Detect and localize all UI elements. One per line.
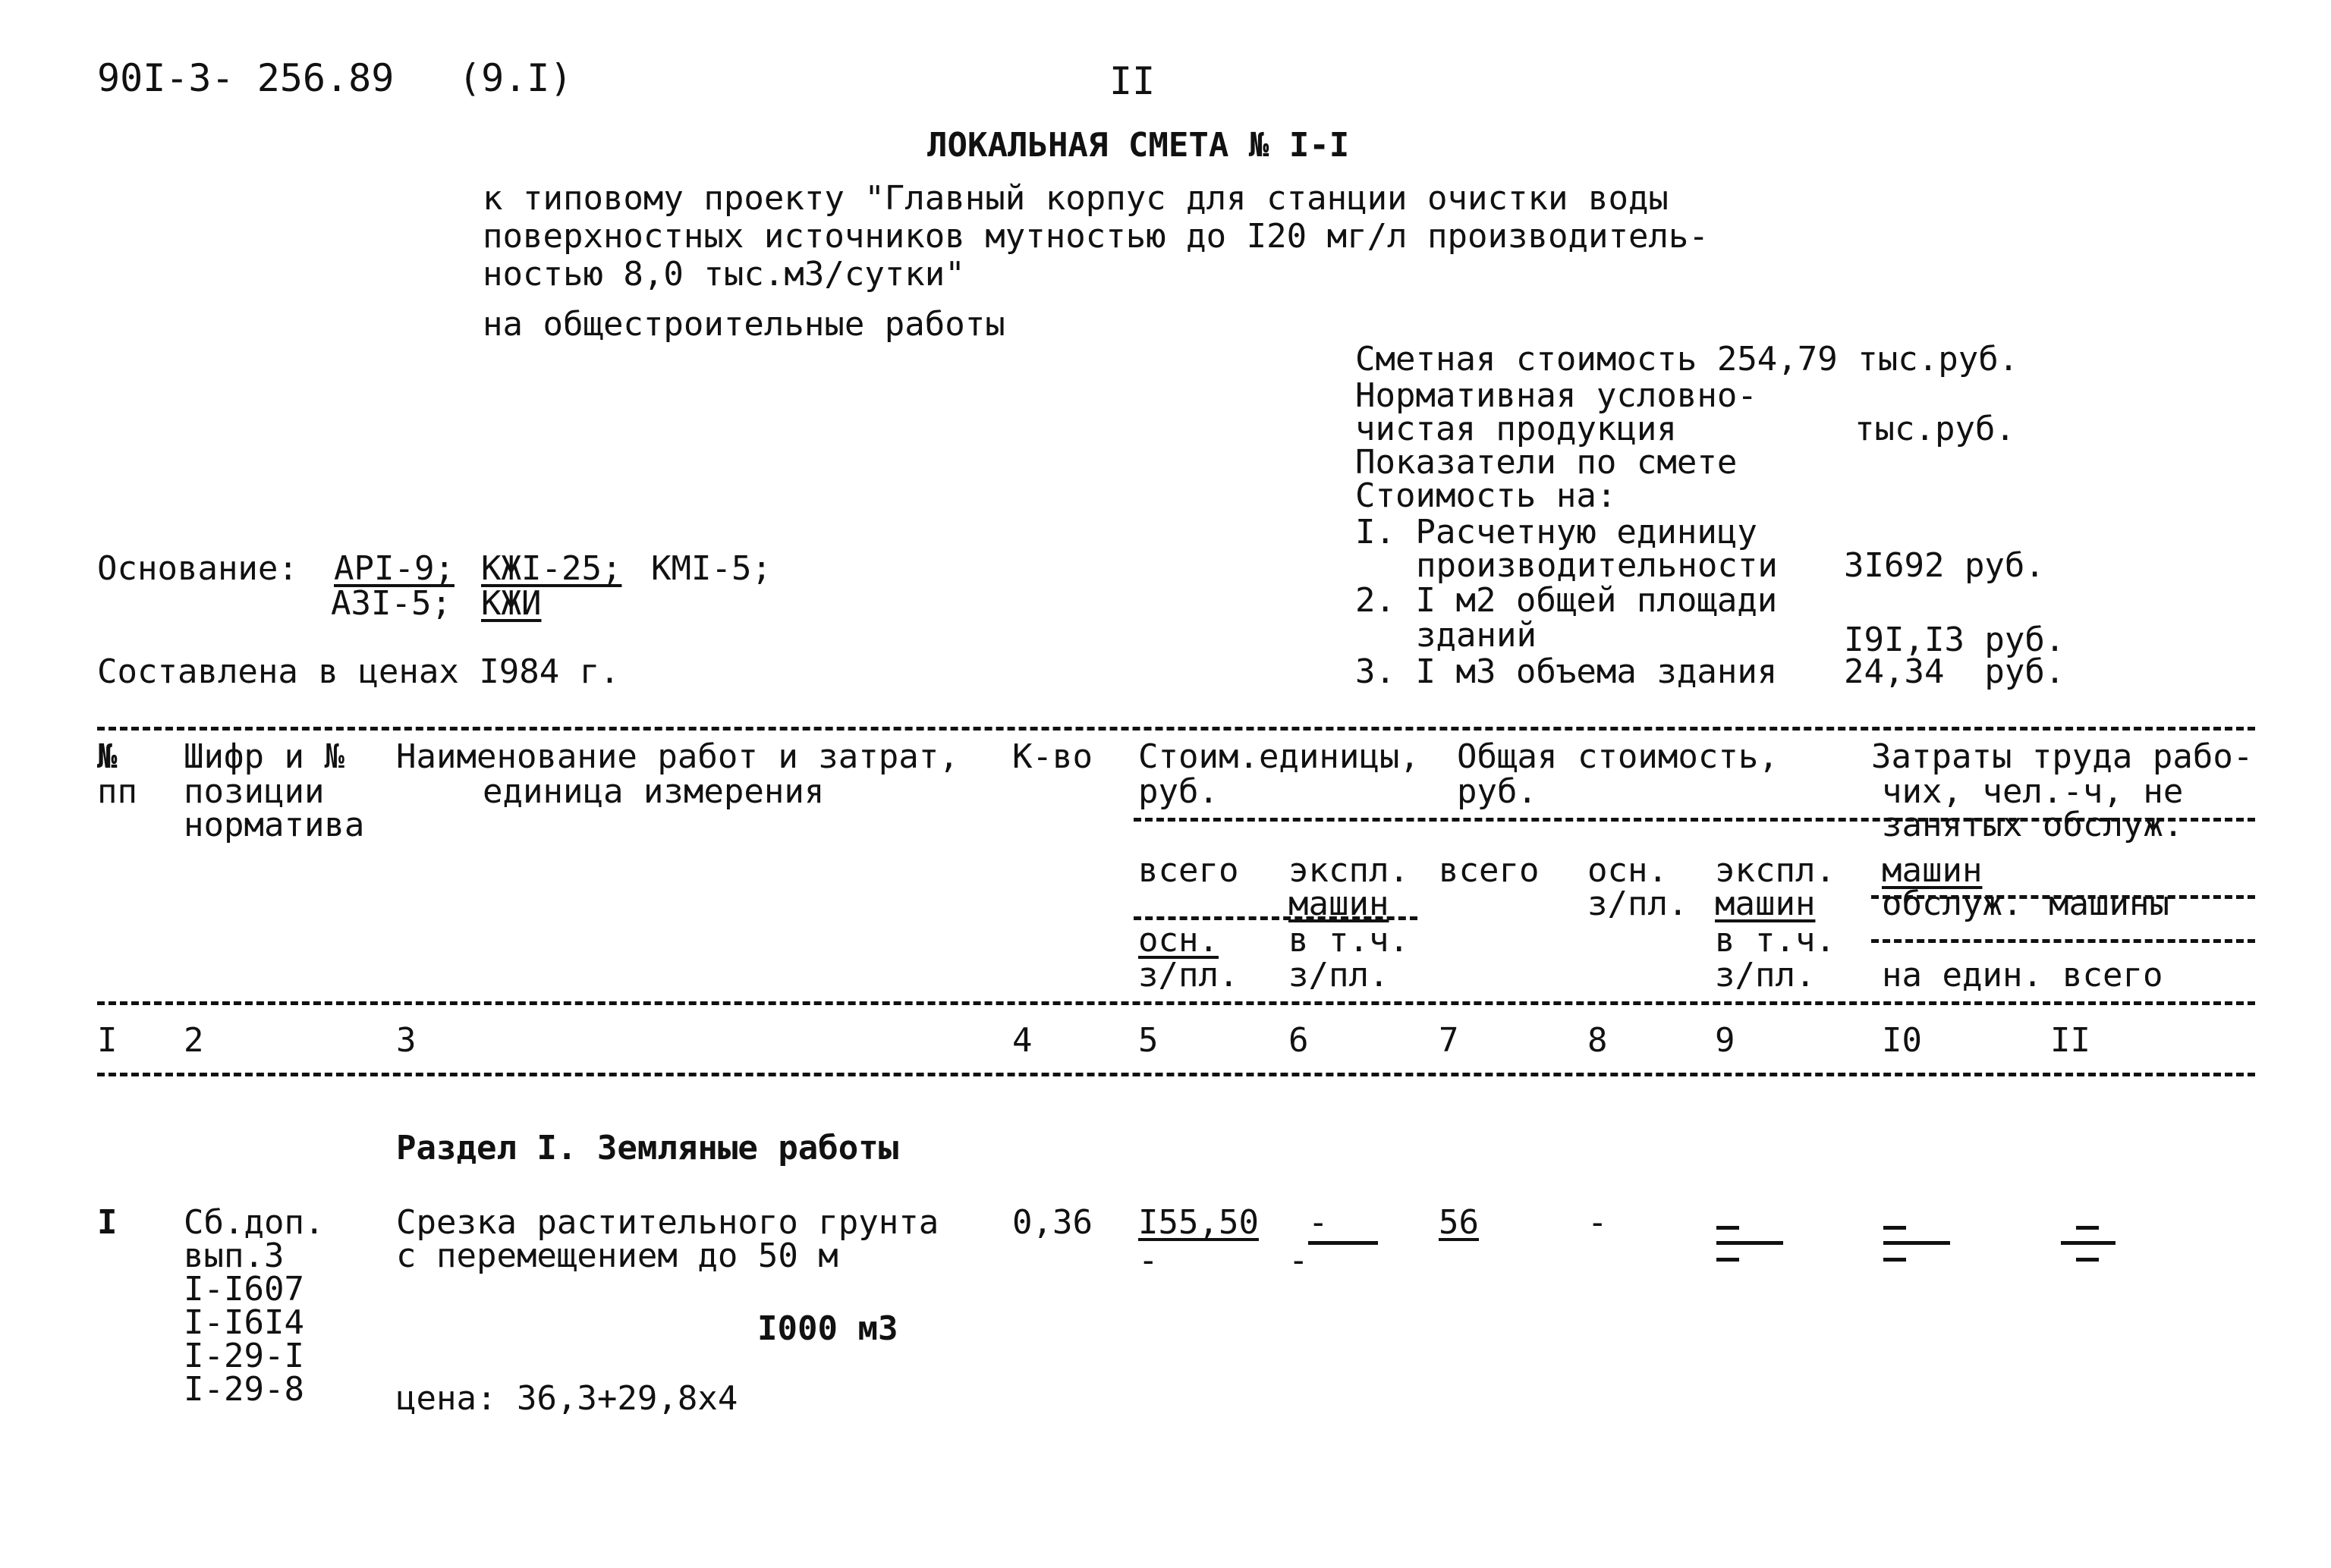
subheader-unit-total: всего (1138, 851, 1239, 890)
row-unit-machine-op: - (1308, 1203, 1329, 1242)
subheader-total-machine-op: экспл. (1715, 851, 1836, 890)
col-header-num-b: пп (97, 772, 137, 811)
basis-ref-5: КЖИ (481, 584, 542, 623)
subheader-unit-machines: машин (1288, 885, 1389, 923)
table-top-rule (97, 727, 2255, 731)
col-header-num: № (97, 737, 118, 776)
normative-output-label-1: Нормативная условно- (1355, 376, 1757, 415)
column-number-5: 5 (1138, 1021, 1159, 1060)
subheader-labour-service: обслуж. (1882, 885, 2023, 923)
subheader-total-base: осн. (1587, 851, 1668, 890)
subheader-labour-machines: машины (2049, 885, 2169, 923)
subheader-labour-per-unit: на един. (1882, 956, 2043, 995)
row-code-5: I-29-I (184, 1337, 304, 1375)
col11-rule (2061, 1241, 2116, 1245)
title-line-2: поверхностных источников мутностью до I20 мг/л производитель- (483, 217, 1709, 256)
title-line-3: ностью 8,0 тыс.м3/сутки" (483, 255, 965, 294)
col-header-labour-d: машин (1882, 851, 1983, 890)
subheader-unit-incl: в т.ч. (1288, 921, 1409, 960)
column-number-10: I0 (1882, 1021, 1922, 1060)
col10-dash-bottom (1883, 1258, 1906, 1262)
row-unit-cost-wage: - (1138, 1241, 1159, 1280)
row-code-3: I-I607 (184, 1270, 304, 1309)
column-number-6: 6 (1288, 1021, 1309, 1060)
col-header-total-cost-b: руб. (1457, 772, 1537, 811)
subheader-unit-base-wage-b: з/пл. (1138, 956, 1239, 995)
basis-ref-4: АЗI-5; (331, 584, 451, 623)
column-number-7: 7 (1439, 1021, 1459, 1060)
col-header-code-c: норматива (184, 806, 365, 844)
column-numbers-bottom-rule (97, 1073, 2255, 1076)
col-header-labour-c: занятых обслуж. (1882, 806, 2184, 844)
row-quantity: 0,36 (1012, 1203, 1093, 1242)
title-line-1: к типовому проекту "Главный корпус для станции очистки воды (483, 179, 1669, 218)
indicator-1-label-b: производительности (1416, 546, 1778, 585)
cost-per-heading: Стоимость на: (1355, 476, 1617, 515)
work-scope: на общестроительные работы (483, 305, 1005, 344)
indicator-1-label-a: I. Расчетную единицу (1355, 513, 1757, 551)
subheader-unit-base-wage: осн. (1138, 921, 1219, 960)
subheader-unit-incl-wage: з/пл. (1288, 956, 1389, 995)
subheader-total-base-wage: з/пл. (1587, 885, 1688, 923)
subheader-total: всего (1439, 851, 1540, 890)
estimate-heading: ЛОКАЛЬНАЯ СМЕТА № I-I (927, 126, 1350, 165)
col-header-name: Наименование работ и затрат, (396, 737, 959, 776)
column-number-8: 8 (1587, 1021, 1608, 1060)
header-bottom-rule (97, 1001, 2255, 1005)
row-price-note: цена: 36,3+29,8х4 (396, 1379, 738, 1418)
subheader-total-incl: в т.ч. (1715, 921, 1836, 960)
col11-dash-top (2076, 1226, 2099, 1230)
col-header-total-cost: Общая стоимость, (1457, 737, 1779, 776)
document-code: 90I-3- 256.89 (97, 56, 395, 100)
subheader-unit-machine-op: экспл. (1288, 851, 1409, 890)
row-work-name-1: Срезка растительного грунта (396, 1203, 939, 1242)
row-unit-machine-underline (1308, 1241, 1378, 1245)
estimated-cost: Сметная стоимость 254,79 тыс.руб. (1355, 340, 2019, 379)
album-number: (9.I) (458, 56, 573, 100)
col9-dash-bottom (1716, 1258, 1739, 1262)
row-unit-cost: I55,50 (1138, 1203, 1259, 1242)
row-total-base-wage: - (1587, 1203, 1608, 1242)
indicator-3-label: 3. I м3 объема здания (1355, 652, 1778, 691)
row-unit: I000 м3 (757, 1309, 898, 1348)
col-header-code: Шифр и № (184, 737, 344, 776)
row-code-2: вып.3 (184, 1236, 285, 1275)
normative-output-label-2: чистая продукция (1355, 410, 1677, 448)
row-unit-machine-wage: - (1288, 1241, 1309, 1280)
col9-dash-top (1716, 1226, 1739, 1230)
indicator-2-label-a: 2. I м2 общей площади (1355, 581, 1778, 620)
indicator-2-value: I9I,I3 руб. (1844, 621, 2065, 659)
row-total: 56 (1439, 1203, 1479, 1242)
col11-dash-bottom (2076, 1258, 2099, 1262)
col-header-labour-b: чих, чел.-ч, не (1882, 772, 2184, 811)
indicator-1-value: 3I692 руб. (1844, 546, 2045, 585)
indicators-heading: Показатели по смете (1355, 443, 1738, 482)
indicator-3-value: 24,34 руб. (1844, 652, 2065, 691)
row-code-6: I-29-8 (184, 1370, 304, 1409)
page-number: II (1109, 59, 1156, 103)
col-header-code-b: позиции (184, 772, 325, 811)
col-header-qty: К-во (1012, 737, 1093, 776)
col-header-name-b: единица измерения (483, 772, 825, 811)
column-number-1: I (97, 1021, 118, 1060)
section-title: Раздел I. Земляные работы (396, 1129, 899, 1167)
basis-ref-1: АРI-9; (334, 549, 455, 588)
basis-ref-2: КЖI-25; (481, 549, 622, 588)
normative-output-unit: тыс.руб. (1854, 410, 2015, 448)
basis-ref-3: КМI-5; (651, 549, 772, 588)
basis-label: Основание: (97, 549, 298, 588)
column-number-2: 2 (184, 1021, 204, 1060)
column-number-11: II (2050, 1021, 2090, 1060)
subheader-total-incl-wage: з/пл. (1715, 956, 1816, 995)
column-number-3: 3 (396, 1021, 417, 1060)
row-code-1: Сб.доп. (184, 1203, 325, 1242)
col9-rule (1716, 1241, 1783, 1245)
column-number-9: 9 (1715, 1021, 1735, 1060)
column-number-4: 4 (1012, 1021, 1033, 1060)
row-work-name-2: с перемещением до 50 м (396, 1236, 838, 1275)
col-header-labour: Затраты труда рабо- (1871, 737, 2254, 776)
subheader-total-machines: машин (1715, 885, 1816, 923)
indicator-2-label-b: зданий (1416, 616, 1537, 655)
col-header-unit-cost: Стоим.единицы, (1138, 737, 1420, 776)
row-code-4: I-I6I4 (184, 1303, 304, 1342)
col-header-unit-cost-b: руб. (1138, 772, 1219, 811)
labour-split-rule-2 (1871, 939, 2255, 943)
col10-dash-top (1883, 1226, 1906, 1230)
row-number: I (97, 1203, 118, 1242)
prices-note: Составлена в ценах I984 г. (97, 652, 620, 691)
col10-rule (1883, 1241, 1950, 1245)
subheader-labour-total: всего (2062, 956, 2163, 995)
